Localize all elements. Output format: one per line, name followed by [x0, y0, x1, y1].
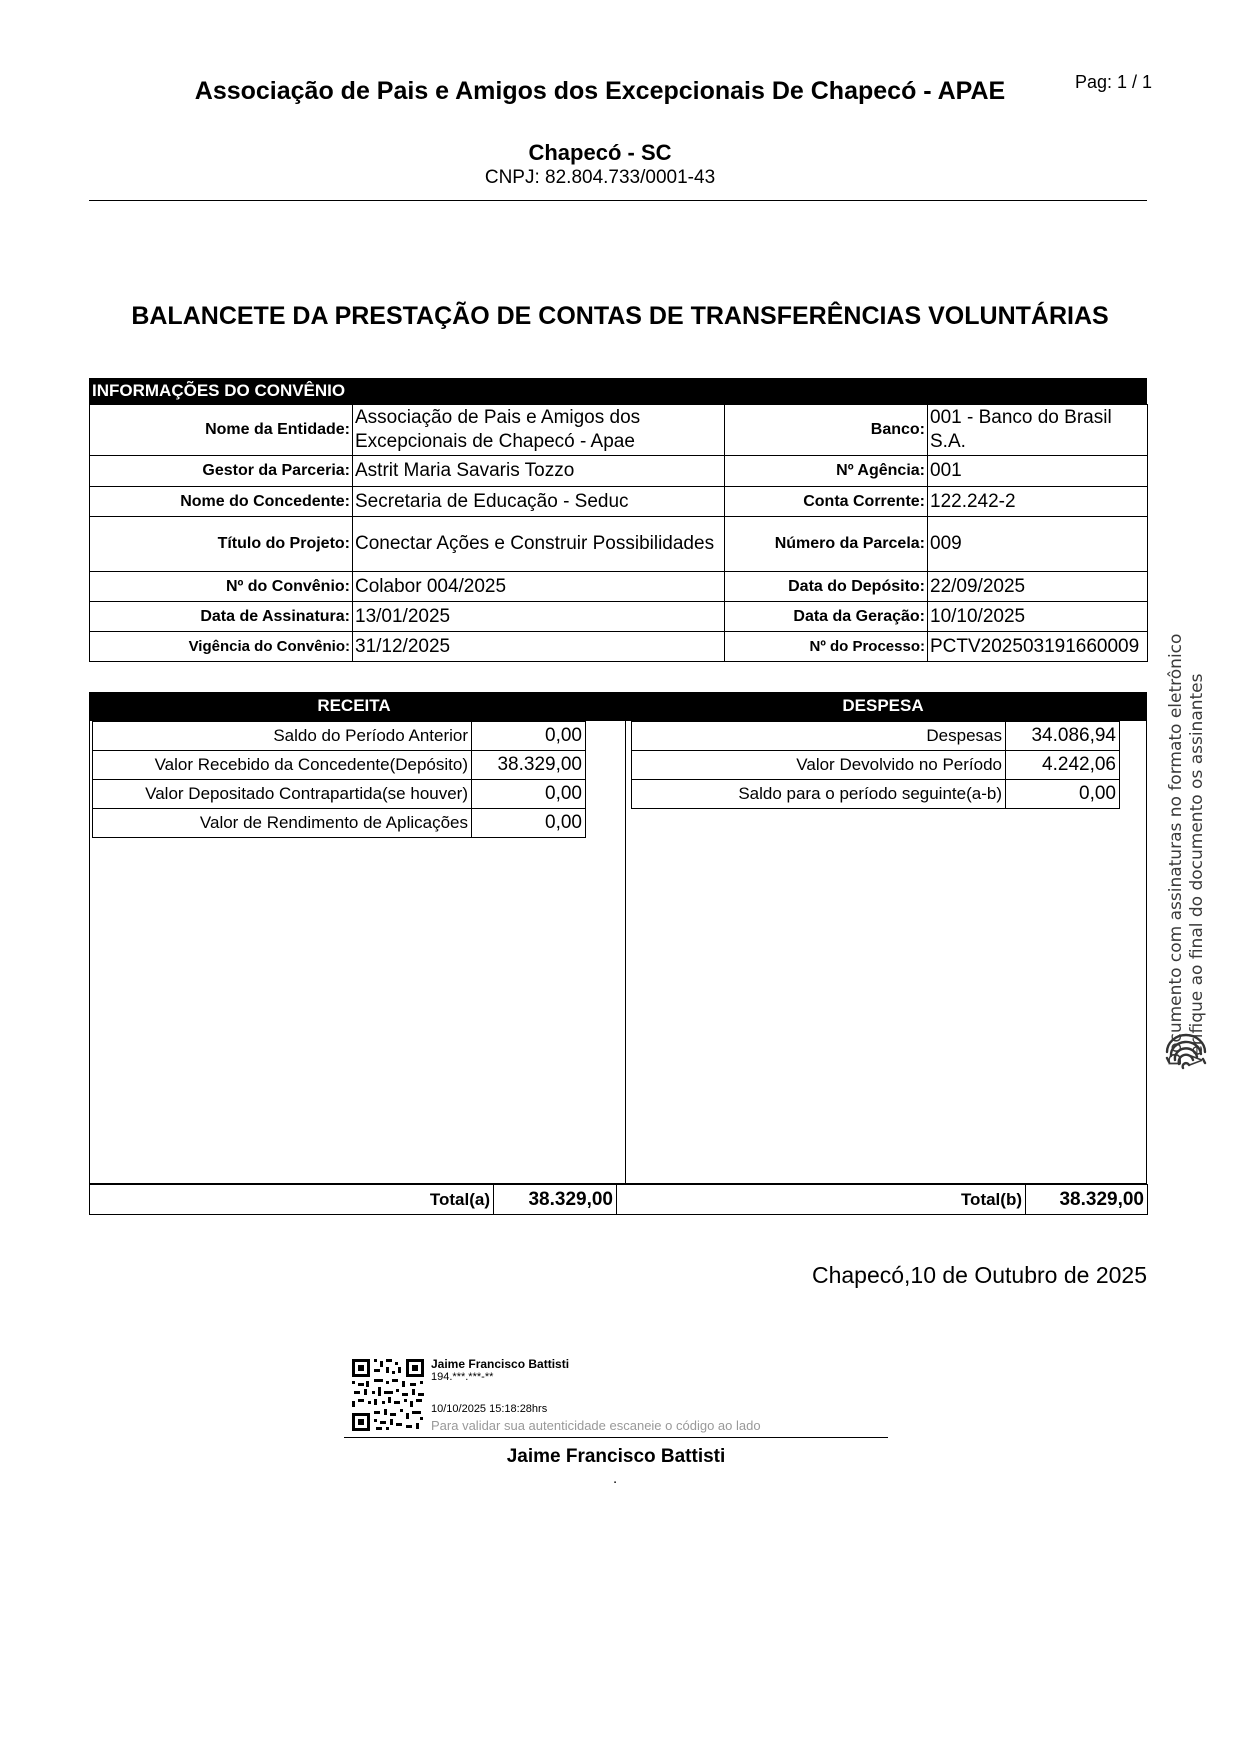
receita-item-value: 0,00 [472, 722, 586, 751]
despesa-item-value: 0,00 [1006, 780, 1120, 809]
table-row [93, 780, 586, 809]
receita-item-value: 0,00 [472, 809, 586, 838]
table-row [90, 572, 1148, 602]
label-concedente: Nome do Concedente: [90, 487, 353, 517]
label-vigencia: Vigência do Convênio: [90, 632, 353, 662]
receita-item-label: Saldo do Período Anterior [93, 722, 472, 751]
label-geracao: Data da Geração: [725, 602, 928, 632]
table-row [632, 751, 1120, 780]
table-row [632, 722, 1120, 751]
table-row [90, 487, 1148, 517]
stamp-line-2: Verifique ao final do documento os assinantes [1187, 673, 1207, 1066]
value-vigencia: 31/12/2025 [353, 632, 725, 662]
value-concedente: Secretaria de Educação - Seduc [353, 487, 725, 517]
info-section-header: INFORMAÇÕES DO CONVÊNIO [89, 378, 1147, 404]
table-row [90, 405, 1148, 456]
receita-item-value: 0,00 [472, 780, 586, 809]
qr-code-icon[interactable] [350, 1357, 426, 1438]
receita-item-label: Valor Depositado Contrapartida(se houver) [93, 780, 472, 809]
table-row [93, 809, 586, 838]
value-geracao: 10/10/2025 [928, 602, 1148, 632]
value-conta: 122.242-2 [928, 487, 1148, 517]
despesa-item-label: Despesas [632, 722, 1006, 751]
table-row [632, 780, 1120, 809]
label-agencia: Nº Agência: [725, 456, 928, 487]
signer-name-small: Jaime Francisco Battisti [431, 1357, 570, 1371]
despesa-header: DESPESA [619, 692, 1147, 720]
receita-item-value: 38.329,00 [472, 751, 586, 780]
table-row [90, 456, 1148, 487]
signature-line [344, 1437, 888, 1438]
value-deposito: 22/09/2025 [928, 572, 1148, 602]
label-assinatura: Data de Assinatura: [90, 602, 353, 632]
electronic-signature-stamp [1166, 586, 1208, 1066]
header-divider [89, 200, 1147, 201]
despesa-table [631, 721, 1120, 809]
table-row [93, 722, 586, 751]
fingerprint-icon [1163, 1032, 1209, 1077]
signer-role-placeholder: . [613, 1470, 618, 1487]
value-processo: PCTV202503191660009 [928, 632, 1148, 662]
value-titulo: Conectar Ações e Construir Possibilidades [353, 517, 725, 572]
label-deposito: Data do Depósito: [725, 572, 928, 602]
despesa-item-value: 4.242,06 [1006, 751, 1120, 780]
receita-item-label: Valor Recebido da Concedente(Depósito) [93, 751, 472, 780]
label-parcela: Número da Parcela: [725, 517, 928, 572]
total-b-label: Total(b) [617, 1185, 1026, 1215]
signature-timestamp: 10/10/2025 15:18:28hrs [431, 1403, 548, 1415]
label-processo: Nº do Processo: [725, 632, 928, 662]
table-row [90, 517, 1148, 572]
value-agencia: 001 [928, 456, 1148, 487]
signer-name: Jaime Francisco Battisti [506, 1446, 726, 1467]
stamp-line-1: Documento com assinaturas no formato eletrônico [1166, 633, 1186, 1066]
despesa-item-value: 34.086,94 [1006, 722, 1120, 751]
label-banco: Banco: [725, 405, 928, 456]
label-convenio: Nº do Convênio: [90, 572, 353, 602]
total-a-value: 38.329,00 [494, 1185, 617, 1215]
page-number: Pag: 1 / 1 [1075, 72, 1153, 92]
signer-id: 194.***.***-** [431, 1371, 494, 1383]
table-row [93, 751, 586, 780]
organization-name: Associação de Pais e Amigos dos Excepcionais De Chapecó - APAE [194, 77, 1006, 105]
label-gestor: Gestor da Parceria: [90, 456, 353, 487]
organization-cnpj: CNPJ: 82.804.733/0001-43 [484, 167, 716, 188]
total-a-label: Total(a) [90, 1185, 494, 1215]
label-titulo: Título do Projeto: [90, 517, 353, 572]
receita-item-label: Valor de Rendimento de Aplicações [93, 809, 472, 838]
value-entidade: Associação de Pais e Amigos dos Excepcionais de Chapecó - Apae [353, 405, 725, 456]
value-assinatura: 13/01/2025 [353, 602, 725, 632]
place-and-date: Chapecó,10 de Outubro de 2025 [811, 1262, 1147, 1288]
label-conta: Conta Corrente: [725, 487, 928, 517]
totals-row [89, 1184, 1148, 1215]
table-row [90, 602, 1148, 632]
value-convenio: Colabor 004/2025 [353, 572, 725, 602]
organization-city: Chapecó - SC [528, 140, 672, 165]
receita-table [92, 721, 586, 838]
label-entidade: Nome da Entidade: [90, 405, 353, 456]
total-b-value: 38.329,00 [1026, 1185, 1148, 1215]
receita-header: RECEITA [89, 692, 619, 720]
agreement-info-table [89, 404, 1148, 662]
despesa-item-label: Saldo para o período seguinte(a-b) [632, 780, 1006, 809]
validation-note: Para validar sua autenticidade escaneie o código ao lado [431, 1418, 761, 1433]
document-title: BALANCETE DA PRESTAÇÃO DE CONTAS DE TRANSFERÊNCIAS VOLUNTÁRIAS [131, 302, 1109, 330]
value-parcela: 009 [928, 517, 1148, 572]
value-gestor: Astrit Maria Savaris Tozzo [353, 456, 725, 487]
despesa-item-label: Valor Devolvido no Período [632, 751, 1006, 780]
value-banco: 001 - Banco do Brasil S.A. [928, 405, 1148, 456]
table-row [90, 632, 1148, 662]
